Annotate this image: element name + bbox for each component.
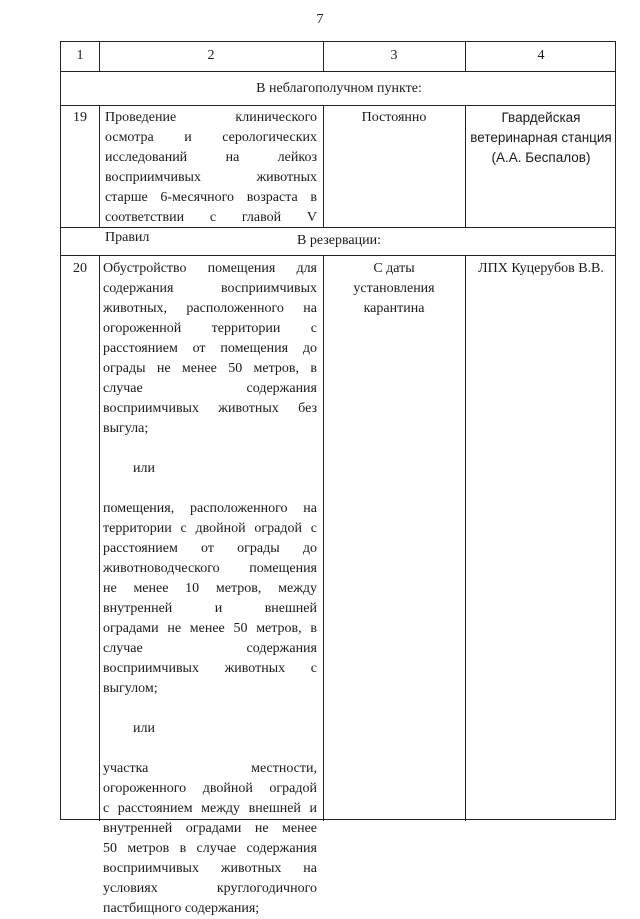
column-header-1: 1 [76, 48, 84, 63]
row-20-block1-line: огороженной территории с [103, 321, 317, 336]
row-20-block2-line: территории с двойной оградой с [103, 521, 317, 536]
header-row-divider [61, 71, 615, 72]
row-20-block2-line: выгулом; [103, 681, 158, 696]
row-20-block1-line: животных, расположенного на [103, 301, 317, 316]
row-20-block2-line: восприимчивых животных с [103, 661, 317, 676]
row-20-period-line: карантина [363, 301, 425, 316]
spacer [103, 739, 317, 759]
row-20-block2-line: случае содержания [103, 641, 317, 656]
section-heading-reservation: В резервации: [297, 233, 381, 248]
row-20-block1-line: расстоянием от помещения до [103, 341, 317, 356]
measures-table [60, 41, 616, 916]
row-20-period [323, 259, 465, 319]
row-19-responsible [465, 108, 617, 168]
row-20-block3-line: пастбищного содержания; [103, 901, 260, 916]
row-20-block3-line: внутренней оградами не менее [103, 821, 317, 836]
page-number: 7 [316, 12, 324, 27]
section-1-divider [61, 105, 615, 106]
row-20-block3-line: условиях круглогодичного [103, 881, 317, 896]
row-20-measure [103, 259, 317, 919]
row-19-measure-line: исследований на лейкоз [105, 150, 317, 165]
row-20-block2-line: животноводческого помещения [103, 561, 317, 576]
col-divider-3c [465, 255, 466, 821]
row-19-measure-line: старше 6-месячного возраста в [105, 190, 317, 205]
column-header-4: 4 [537, 48, 545, 63]
row-19-measure-line: Правил [105, 230, 150, 245]
row-20-block1-line: случае содержания [103, 381, 317, 396]
row-19-responsible-line: (А.А. Беспалов) [491, 150, 591, 165]
row-20-period-line: С даты [373, 261, 415, 276]
row-20-block1-line: Обустройство помещения для [103, 261, 317, 276]
row-20-block2-line: оградами не менее 50 метров, в [103, 621, 317, 636]
row-19-measure-line: восприимчивых животных [105, 170, 317, 185]
col-divider-1b [99, 105, 100, 227]
row-19-number: 19 [73, 110, 87, 125]
row-19-measure-line: осмотра и серологических [105, 130, 317, 145]
col-divider-1c [99, 255, 100, 821]
row-20-period-line: установления [353, 281, 435, 296]
spacer [103, 699, 317, 719]
row-20-block2-line: внутренней и внешней [103, 601, 317, 616]
row-20-block3-line: 50 метров в случае содержания [103, 841, 317, 856]
section-2-divider [61, 255, 615, 256]
row-20-block3-line: восприимчивых животных на [103, 861, 317, 876]
row-19-responsible-line: Гвардейская [501, 110, 581, 125]
row-20-block2-line: не менее 10 метров, между [103, 581, 317, 596]
or-separator: или [133, 721, 155, 736]
row-20-block1-line: выгула; [103, 421, 149, 436]
row-20-block1-line: ограды не менее 50 метров, в [103, 361, 317, 376]
col-divider-2c [323, 255, 324, 821]
row-20-block2-line: расстоянием от ограды до [103, 541, 317, 556]
row-20-block1-line: содержания восприимчивых [103, 281, 317, 296]
section-heading-unfavorable-point: В неблагополучном пункте: [256, 81, 422, 96]
row-20-number: 20 [73, 261, 87, 276]
row-19-measure [105, 108, 317, 248]
or-separator: или [133, 461, 155, 476]
row-20-block3-line: с расстоянием между внешней и [103, 801, 317, 816]
row-20-block2-line: помещения, расположенного на [103, 501, 317, 516]
row-20-responsible: ЛПХ Куцерубов В.В. [478, 261, 604, 276]
column-header-2: 2 [207, 48, 215, 63]
row-19-responsible-line: ветеринарная станция [470, 130, 612, 145]
row-19-period: Постоянно [361, 110, 427, 125]
row-20-block3-line: огороженного двойной оградой [103, 781, 317, 796]
row-19-measure-line: соответствии с главой V [105, 210, 317, 225]
spacer [103, 479, 317, 499]
row-19-measure-line: Проведение клинического [105, 110, 317, 125]
row-20-block3-line: участка местности, [103, 761, 317, 776]
column-header-3: 3 [390, 48, 398, 63]
row-20-block1-line: восприимчивых животных без [103, 401, 317, 416]
spacer [103, 439, 317, 459]
